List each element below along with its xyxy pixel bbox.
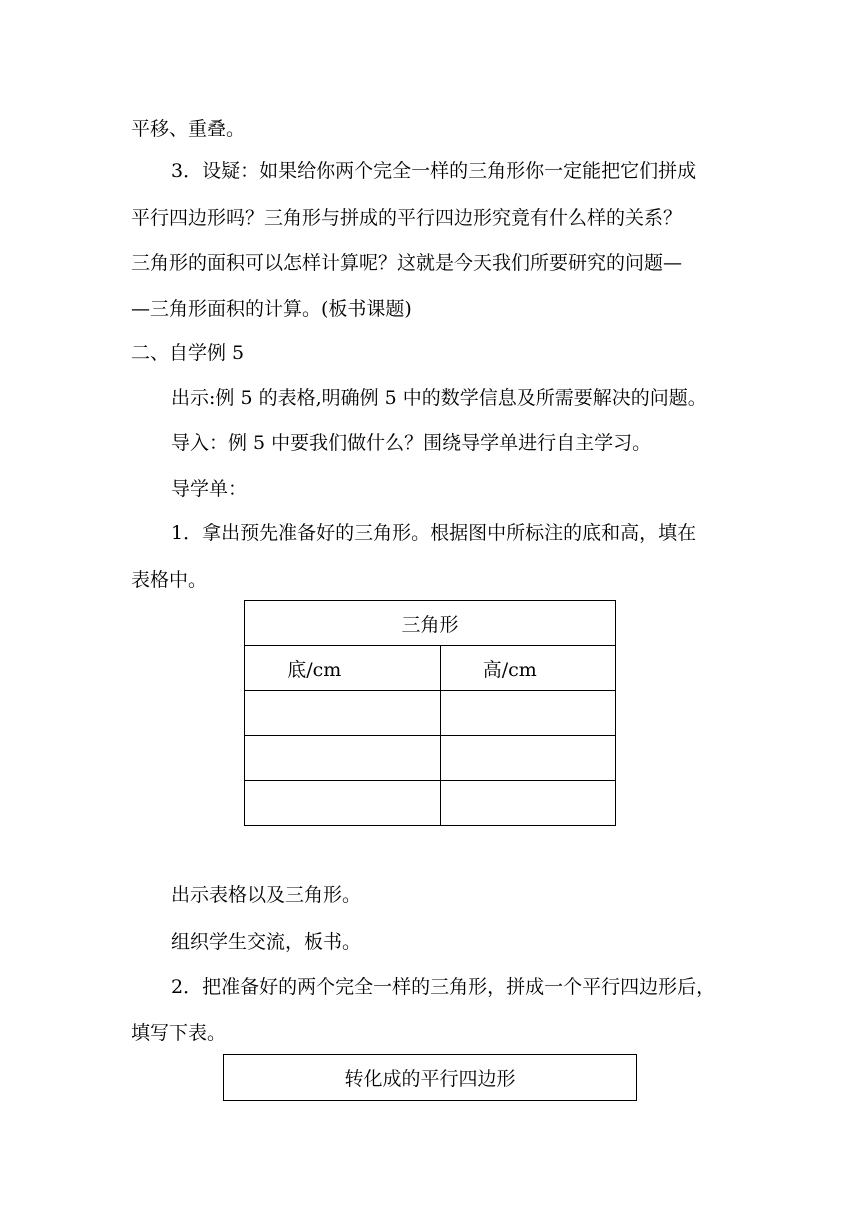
table-cell <box>440 781 616 826</box>
paragraph-line: 1．拿出预先准备好的三角形。根据图中所标注的底和高，填在 <box>171 522 697 544</box>
paragraph-line: 2．把准备好的两个完全一样的三角形，拼成一个平行四边形后， <box>171 976 716 998</box>
triangle-table <box>244 600 616 826</box>
paragraph-line: 组织学生交流，板书。 <box>171 931 362 953</box>
table-cell <box>440 736 616 781</box>
table-row <box>245 691 616 736</box>
column-header-height: 高/cm <box>440 646 616 691</box>
paragraph-line: 填写下表。 <box>131 1022 227 1044</box>
paragraph-line: 导学单： <box>171 478 248 500</box>
paragraph-line: 导入：例 5 中要我们做什么？围绕导学单进行自主学习。 <box>171 432 652 454</box>
table-title: 三角形 <box>245 601 616 646</box>
paragraph-line: 三角形的面积可以怎样计算呢？这就是今天我们所要研究的问题— <box>131 252 683 274</box>
paragraph-line: 出示:例 5 的表格,明确例 5 中的数学信息及所需要解决的问题。 <box>171 387 707 409</box>
table-cell <box>245 691 441 736</box>
table-cell <box>245 736 441 781</box>
parallelogram-table <box>223 1054 637 1101</box>
paragraph-line: 平行四边形吗？三角形与拼成的平行四边形究竟有什么样的关系？ <box>131 207 683 229</box>
table-row <box>245 781 616 826</box>
table-cell <box>440 691 616 736</box>
table-cell <box>245 781 441 826</box>
column-header-base: 底/cm <box>245 646 441 691</box>
table-row <box>245 736 616 781</box>
paragraph-line: 出示表格以及三角形。 <box>171 884 362 906</box>
paragraph-line: 表格中。 <box>131 569 208 591</box>
table-title: 转化成的平行四边形 <box>224 1055 637 1101</box>
paragraph-line: —三角形面积的计算。(板书课题) <box>131 298 412 320</box>
section-heading: 二、自学例 5 <box>131 342 245 364</box>
paragraph-line: 平移、重叠。 <box>131 118 246 140</box>
paragraph-line: 3．设疑：如果给你两个完全一样的三角形你一定能把它们拼成 <box>171 160 697 182</box>
